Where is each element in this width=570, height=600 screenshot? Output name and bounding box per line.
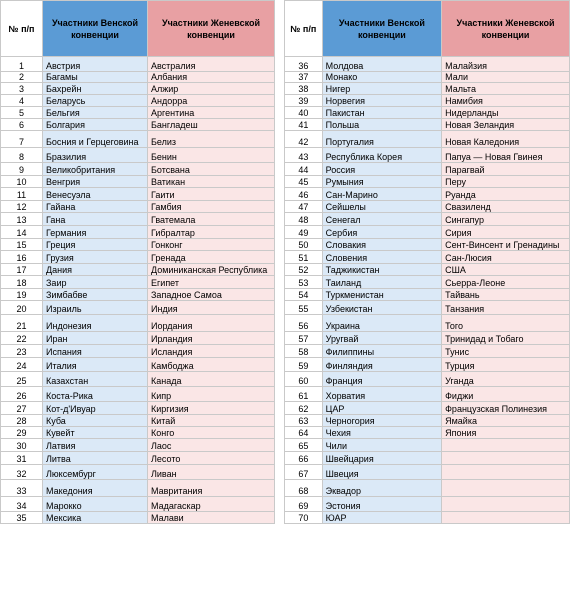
- vienna-country: Сербия: [322, 226, 441, 239]
- geneva-country: Гаити: [148, 188, 275, 201]
- geneva-country: Кипр: [148, 387, 275, 402]
- vienna-country: Македония: [43, 480, 148, 497]
- row-number: 61: [285, 387, 323, 402]
- geneva-country: Аргентина: [148, 107, 275, 119]
- left-table-body: [1, 57, 275, 524]
- geneva-country: Малайзия: [442, 57, 570, 72]
- vienna-country: Сейшелы: [322, 201, 441, 213]
- table-row: [1, 83, 275, 95]
- vienna-country: ЮАР: [322, 512, 441, 524]
- number-header: № п/п: [1, 1, 43, 57]
- table-row: [285, 345, 570, 358]
- geneva-country: Ватикан: [148, 176, 275, 188]
- vienna-country: Великобритания: [43, 163, 148, 176]
- vienna-country: Беларусь: [43, 95, 148, 107]
- row-number: 6: [1, 119, 43, 131]
- table-row: [1, 301, 275, 315]
- table-row: [285, 289, 570, 301]
- table-row: [285, 480, 570, 497]
- table-row: [1, 497, 275, 512]
- geneva-country: Танзания: [442, 301, 570, 315]
- geneva-country: Мали: [442, 72, 570, 83]
- table-row: [1, 57, 275, 72]
- geneva-country: Уганда: [442, 372, 570, 387]
- row-number: 4: [1, 95, 43, 107]
- geneva-country: Ботсвана: [148, 163, 275, 176]
- table-row: [1, 415, 275, 427]
- table-row: [1, 465, 275, 480]
- geneva-country: Япония: [442, 427, 570, 439]
- row-number: 38: [285, 83, 323, 95]
- row-number: 43: [285, 148, 323, 163]
- row-number: 2: [1, 72, 43, 83]
- vienna-country: Люксембург: [43, 465, 148, 480]
- geneva-country: Тайвань: [442, 289, 570, 301]
- vienna-country: Кот-д'Ивуар: [43, 402, 148, 415]
- geneva-country: Новая Зеландия: [442, 119, 570, 131]
- row-number: 66: [285, 452, 323, 465]
- geneva-country: Гамбия: [148, 201, 275, 213]
- geneva-country: Бангладеш: [148, 119, 275, 131]
- row-number: 39: [285, 95, 323, 107]
- table-row: [285, 427, 570, 439]
- vienna-country: Нигер: [322, 83, 441, 95]
- vienna-country: Венесуэла: [43, 188, 148, 201]
- vienna-country: Гана: [43, 213, 148, 226]
- vienna-country: Чили: [322, 439, 441, 452]
- row-number: 40: [285, 107, 323, 119]
- vienna-header: Участники Венской конвенции: [322, 1, 441, 57]
- table-row: [285, 213, 570, 226]
- geneva-country: Сьерра-Леоне: [442, 276, 570, 289]
- vienna-country: Словения: [322, 251, 441, 264]
- geneva-country: [442, 497, 570, 512]
- geneva-country: Мавритания: [148, 480, 275, 497]
- geneva-country: Гренада: [148, 251, 275, 264]
- row-number: 15: [1, 239, 43, 251]
- vienna-country: Пакистан: [322, 107, 441, 119]
- table-row: [285, 107, 570, 119]
- geneva-country: Сан-Люсия: [442, 251, 570, 264]
- row-number: 14: [1, 226, 43, 239]
- geneva-country: Тунис: [442, 345, 570, 358]
- geneva-country: Ирландия: [148, 332, 275, 345]
- table-row: [1, 213, 275, 226]
- table-row: [1, 480, 275, 497]
- geneva-country: Алжир: [148, 83, 275, 95]
- table-row: [285, 119, 570, 131]
- geneva-country: Сент-Винсент и Гренадины: [442, 239, 570, 251]
- geneva-country: Новая Каледония: [442, 131, 570, 148]
- row-number: 11: [1, 188, 43, 201]
- vienna-country: Босния и Герцеговина: [43, 131, 148, 148]
- vienna-country: Бельгия: [43, 107, 148, 119]
- table-row: [285, 497, 570, 512]
- row-number: 49: [285, 226, 323, 239]
- vienna-country: Туркменистан: [322, 289, 441, 301]
- vienna-country: Марокко: [43, 497, 148, 512]
- table-row: [285, 332, 570, 345]
- row-number: 45: [285, 176, 323, 188]
- table-row: [1, 372, 275, 387]
- vienna-country: Россия: [322, 163, 441, 176]
- table-row: [285, 439, 570, 452]
- geneva-country: Индия: [148, 301, 275, 315]
- table-row: [1, 452, 275, 465]
- vienna-country: Германия: [43, 226, 148, 239]
- vienna-country: Болгария: [43, 119, 148, 131]
- table-row: [1, 95, 275, 107]
- table-row: [285, 57, 570, 72]
- row-number: 56: [285, 315, 323, 332]
- geneva-country: Намибия: [442, 95, 570, 107]
- table-row: [1, 107, 275, 119]
- table-row: [285, 372, 570, 387]
- table-row: [285, 72, 570, 83]
- row-number: 24: [1, 358, 43, 372]
- table-row: [1, 439, 275, 452]
- row-number: 12: [1, 201, 43, 213]
- row-number: 22: [1, 332, 43, 345]
- right-table: [284, 0, 570, 524]
- geneva-country: Перу: [442, 176, 570, 188]
- vienna-country: Сенегал: [322, 213, 441, 226]
- vienna-country: Финляндия: [322, 358, 441, 372]
- row-number: 30: [1, 439, 43, 452]
- vienna-country: Багамы: [43, 72, 148, 83]
- geneva-country: Конго: [148, 427, 275, 439]
- vienna-country: Грузия: [43, 251, 148, 264]
- row-number: 55: [285, 301, 323, 315]
- geneva-country: Сирия: [442, 226, 570, 239]
- geneva-country: [442, 452, 570, 465]
- geneva-country: Французская Полинезия: [442, 402, 570, 415]
- vienna-country: Австрия: [43, 57, 148, 72]
- table-row: [285, 264, 570, 276]
- geneva-country: Иордания: [148, 315, 275, 332]
- table-row: [285, 83, 570, 95]
- row-number: 7: [1, 131, 43, 148]
- vienna-country: Таиланд: [322, 276, 441, 289]
- row-number: 60: [285, 372, 323, 387]
- table-row: [285, 226, 570, 239]
- table-row: [285, 163, 570, 176]
- geneva-country: Киргизия: [148, 402, 275, 415]
- row-number: 35: [1, 512, 43, 524]
- geneva-country: Бенин: [148, 148, 275, 163]
- table-row: [1, 131, 275, 148]
- row-number: 1: [1, 57, 43, 72]
- left-table: [0, 0, 275, 524]
- vienna-country: Республика Корея: [322, 148, 441, 163]
- row-number: 64: [285, 427, 323, 439]
- row-number: 37: [285, 72, 323, 83]
- geneva-country: Руанда: [442, 188, 570, 201]
- table-row: [1, 289, 275, 301]
- table-row: [1, 276, 275, 289]
- table-row: [285, 148, 570, 163]
- row-number: 26: [1, 387, 43, 402]
- table-row: [1, 72, 275, 83]
- vienna-country: Украина: [322, 315, 441, 332]
- row-number: 52: [285, 264, 323, 276]
- geneva-country: Китай: [148, 415, 275, 427]
- table-row: [1, 358, 275, 372]
- table-row: [285, 239, 570, 251]
- vienna-country: Латвия: [43, 439, 148, 452]
- table-row: [1, 512, 275, 524]
- table-row: [285, 465, 570, 480]
- row-number: 42: [285, 131, 323, 148]
- vienna-country: Бахрейн: [43, 83, 148, 95]
- vienna-country: Куба: [43, 415, 148, 427]
- table-row: [285, 251, 570, 264]
- row-number: 29: [1, 427, 43, 439]
- row-number: 19: [1, 289, 43, 301]
- row-number: 48: [285, 213, 323, 226]
- vienna-country: Монако: [322, 72, 441, 83]
- row-number: 10: [1, 176, 43, 188]
- geneva-country: Папуа — Новая Гвинея: [442, 148, 570, 163]
- geneva-country: Того: [442, 315, 570, 332]
- header-row: [1, 1, 275, 57]
- geneva-country: Албания: [148, 72, 275, 83]
- vienna-country: Зимбабве: [43, 289, 148, 301]
- row-number: 58: [285, 345, 323, 358]
- geneva-country: Турция: [442, 358, 570, 372]
- header-row: [285, 1, 570, 57]
- vienna-country: Коста-Рика: [43, 387, 148, 402]
- vienna-country: Кувейт: [43, 427, 148, 439]
- row-number: 47: [285, 201, 323, 213]
- row-number: 50: [285, 239, 323, 251]
- row-number: 28: [1, 415, 43, 427]
- row-number: 21: [1, 315, 43, 332]
- table-row: [285, 358, 570, 372]
- table-row: [285, 301, 570, 315]
- vienna-country: Бразилия: [43, 148, 148, 163]
- row-number: 41: [285, 119, 323, 131]
- table-row: [1, 402, 275, 415]
- vienna-country: Гайана: [43, 201, 148, 213]
- geneva-country: Мадагаскар: [148, 497, 275, 512]
- row-number: 59: [285, 358, 323, 372]
- vienna-country: Швеция: [322, 465, 441, 480]
- row-number: 62: [285, 402, 323, 415]
- vienna-country: Франция: [322, 372, 441, 387]
- table-row: [285, 512, 570, 524]
- table-row: [285, 188, 570, 201]
- right-table-body: [285, 57, 570, 524]
- vienna-country: Литва: [43, 452, 148, 465]
- table-row: [1, 239, 275, 251]
- vienna-country: Узбекистан: [322, 301, 441, 315]
- geneva-country: Ямайка: [442, 415, 570, 427]
- vienna-country: Польша: [322, 119, 441, 131]
- table-row: [1, 387, 275, 402]
- table-row: [1, 188, 275, 201]
- vienna-header: Участники Венской конвенции: [43, 1, 148, 57]
- table-row: [285, 95, 570, 107]
- row-number: 18: [1, 276, 43, 289]
- vienna-country: Черногория: [322, 415, 441, 427]
- geneva-country: Исландия: [148, 345, 275, 358]
- table-row: [285, 176, 570, 188]
- geneva-country: Лаос: [148, 439, 275, 452]
- geneva-country: [442, 439, 570, 452]
- row-number: 17: [1, 264, 43, 276]
- table-row: [1, 148, 275, 163]
- row-number: 33: [1, 480, 43, 497]
- vienna-country: Чехия: [322, 427, 441, 439]
- vienna-country: Италия: [43, 358, 148, 372]
- geneva-country: Гватемала: [148, 213, 275, 226]
- row-number: 34: [1, 497, 43, 512]
- table-row: [285, 402, 570, 415]
- table-row: [1, 251, 275, 264]
- geneva-country: Тринидад и Тобаго: [442, 332, 570, 345]
- vienna-country: Румыния: [322, 176, 441, 188]
- row-number: 44: [285, 163, 323, 176]
- table-row: [1, 176, 275, 188]
- vienna-country: Греция: [43, 239, 148, 251]
- table-row: [1, 264, 275, 276]
- row-number: 31: [1, 452, 43, 465]
- vienna-country: Заир: [43, 276, 148, 289]
- row-number: 8: [1, 148, 43, 163]
- vienna-country: Сан-Марино: [322, 188, 441, 201]
- row-number: 13: [1, 213, 43, 226]
- row-number: 53: [285, 276, 323, 289]
- table-row: [285, 201, 570, 213]
- vienna-country: Филиппины: [322, 345, 441, 358]
- table-row: [1, 119, 275, 131]
- vienna-country: Швейцария: [322, 452, 441, 465]
- table-row: [285, 415, 570, 427]
- geneva-country: Камбоджа: [148, 358, 275, 372]
- table-row: [1, 427, 275, 439]
- table-row: [285, 452, 570, 465]
- row-number: 70: [285, 512, 323, 524]
- row-number: 3: [1, 83, 43, 95]
- geneva-country: Австралия: [148, 57, 275, 72]
- geneva-header: Участники Женевской конвенции: [148, 1, 275, 57]
- vienna-country: Хорватия: [322, 387, 441, 402]
- row-number: 46: [285, 188, 323, 201]
- table-row: [1, 332, 275, 345]
- vienna-country: Португалия: [322, 131, 441, 148]
- row-number: 54: [285, 289, 323, 301]
- geneva-country: [442, 480, 570, 497]
- vienna-country: Норвегия: [322, 95, 441, 107]
- vienna-country: Венгрия: [43, 176, 148, 188]
- geneva-country: Лесото: [148, 452, 275, 465]
- geneva-country: [442, 512, 570, 524]
- geneva-country: [442, 465, 570, 480]
- vienna-country: Индонезия: [43, 315, 148, 332]
- row-number: 36: [285, 57, 323, 72]
- row-number: 32: [1, 465, 43, 480]
- geneva-country: Фиджи: [442, 387, 570, 402]
- vienna-country: Иран: [43, 332, 148, 345]
- geneva-country: США: [442, 264, 570, 276]
- row-number: 63: [285, 415, 323, 427]
- geneva-country: Мальта: [442, 83, 570, 95]
- row-number: 51: [285, 251, 323, 264]
- table-row: [285, 131, 570, 148]
- table-row: [285, 315, 570, 332]
- geneva-country: Западное Самоа: [148, 289, 275, 301]
- geneva-country: Египет: [148, 276, 275, 289]
- geneva-country: Гонконг: [148, 239, 275, 251]
- geneva-country: Парагвай: [442, 163, 570, 176]
- row-number: 23: [1, 345, 43, 358]
- vienna-country: Словакия: [322, 239, 441, 251]
- row-number: 27: [1, 402, 43, 415]
- table-row: [285, 387, 570, 402]
- geneva-country: Гибралтар: [148, 226, 275, 239]
- row-number: 68: [285, 480, 323, 497]
- geneva-country: Малави: [148, 512, 275, 524]
- vienna-country: Эстония: [322, 497, 441, 512]
- geneva-country: Доминиканская Республика: [148, 264, 275, 276]
- vienna-country: ЦАР: [322, 402, 441, 415]
- vienna-country: Мексика: [43, 512, 148, 524]
- vienna-country: Молдова: [322, 57, 441, 72]
- geneva-country: Канада: [148, 372, 275, 387]
- geneva-country: Свазиленд: [442, 201, 570, 213]
- row-number: 16: [1, 251, 43, 264]
- table-row: [1, 201, 275, 213]
- vienna-country: Испания: [43, 345, 148, 358]
- row-number: 5: [1, 107, 43, 119]
- row-number: 20: [1, 301, 43, 315]
- geneva-header: Участники Женевской конвенции: [442, 1, 570, 57]
- row-number: 65: [285, 439, 323, 452]
- geneva-country: Сингапур: [442, 213, 570, 226]
- row-number: 69: [285, 497, 323, 512]
- table-row: [1, 345, 275, 358]
- vienna-country: Уругвай: [322, 332, 441, 345]
- vienna-country: Дания: [43, 264, 148, 276]
- vienna-country: Израиль: [43, 301, 148, 315]
- table-row: [1, 315, 275, 332]
- row-number: 67: [285, 465, 323, 480]
- number-header: № п/п: [285, 1, 323, 57]
- geneva-country: Нидерланды: [442, 107, 570, 119]
- vienna-country: Эквадор: [322, 480, 441, 497]
- geneva-country: Белиз: [148, 131, 275, 148]
- geneva-country: Ливан: [148, 465, 275, 480]
- vienna-country: Таджикистан: [322, 264, 441, 276]
- table-row: [1, 163, 275, 176]
- table-row: [285, 276, 570, 289]
- row-number: 25: [1, 372, 43, 387]
- row-number: 57: [285, 332, 323, 345]
- table-row: [1, 226, 275, 239]
- row-number: 9: [1, 163, 43, 176]
- geneva-country: Андорра: [148, 95, 275, 107]
- vienna-country: Казахстан: [43, 372, 148, 387]
